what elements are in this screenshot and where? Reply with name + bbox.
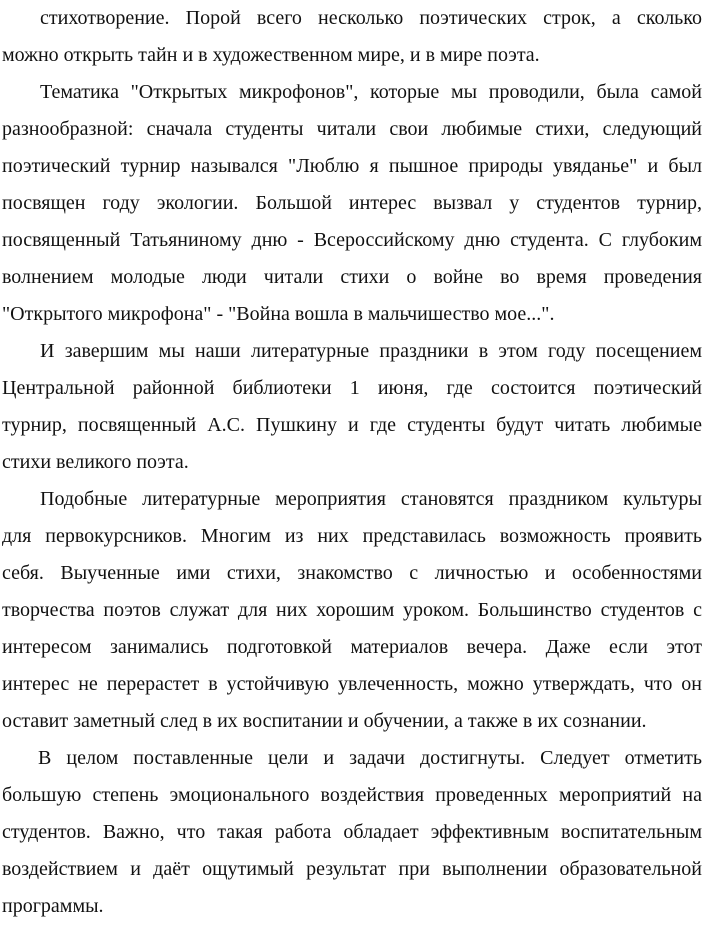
paragraph-line: программы. — [2, 895, 104, 917]
paragraph-line: Тематика "Открытых микрофонов", которые мы проводили, была самой — [40, 81, 702, 103]
paragraph-line: интересом занимались подготовкой материалов вечера. Даже если этот — [2, 636, 702, 658]
paragraph-line: для первокурсников. Многим из них представилась возможность проявить — [2, 525, 702, 547]
paragraph-line: Центральной районной библиотеки 1 июня, где состоится поэтический — [2, 377, 702, 399]
paragraph-line: поэтический турнир назывался "Люблю я пышное природы увяданье" и был — [2, 155, 702, 177]
paragraph-5 — [2, 740, 702, 925]
paragraph-line: Подобные литературные мероприятия становятся праздником культуры — [40, 488, 702, 510]
paragraph-line: интерес не перерастет в устойчивую увлеченность, можно утверждать, что он — [2, 673, 702, 695]
paragraph-line: воздействием и даёт ощутимый результат при выполнении образовательной — [2, 858, 702, 880]
paragraph-line: стихи великого поэта. — [2, 451, 189, 473]
paragraph-line: разнообразной: сначала студенты читали свои любимые стихи, следующий — [2, 118, 702, 140]
paragraph-1-cont — [2, 37, 702, 74]
paragraph-line: турнир, посвященный А.С. Пушкину и где студенты будут читать любимые — [2, 414, 702, 436]
paragraph-line: И завершим мы наши литературные праздники в этом году посещением — [40, 340, 702, 362]
paragraph-3 — [2, 333, 702, 481]
paragraph-line: стихотворение. Порой всего несколько поэтических строк, а сколько — [40, 7, 702, 29]
paragraph-line: можно открыть тайн и в художественном мире, и в мире поэта. — [2, 44, 540, 66]
paragraph-line: себя. Выученные ими стихи, знакомство с личностью и особенностями — [2, 562, 702, 584]
paragraph-1 — [2, 0, 702, 37]
paragraph-line: "Открытого микрофона" - "Война вошла в мальчишество мое...". — [2, 303, 555, 325]
paragraph-line: В целом поставленные цели и задачи достигнуты. Следует отметить — [38, 747, 702, 769]
paragraph-2 — [2, 74, 702, 333]
paragraph-line: оставит заметный след в их воспитании и обучении, а также в их сознании. — [2, 710, 647, 732]
paragraph-line: творчества поэтов служат для них хорошим уроком. Большинство студентов с — [2, 599, 702, 621]
paragraph-line: волнением молодые люди читали стихи о войне во время проведения — [2, 266, 702, 288]
paragraph-line: посвященный Татьяниному дню - Всероссийскому дню студента. С глубоким — [2, 229, 702, 251]
paragraph-4 — [2, 481, 702, 740]
paragraph-line: большую степень эмоционального воздействия проведенных мероприятий на — [2, 784, 702, 806]
paragraph-line: студентов. Важно, что такая работа обладает эффективным воспитательным — [2, 821, 702, 843]
paragraph-line: посвящен году экологии. Большой интерес вызвал у студентов турнир, — [2, 192, 702, 214]
